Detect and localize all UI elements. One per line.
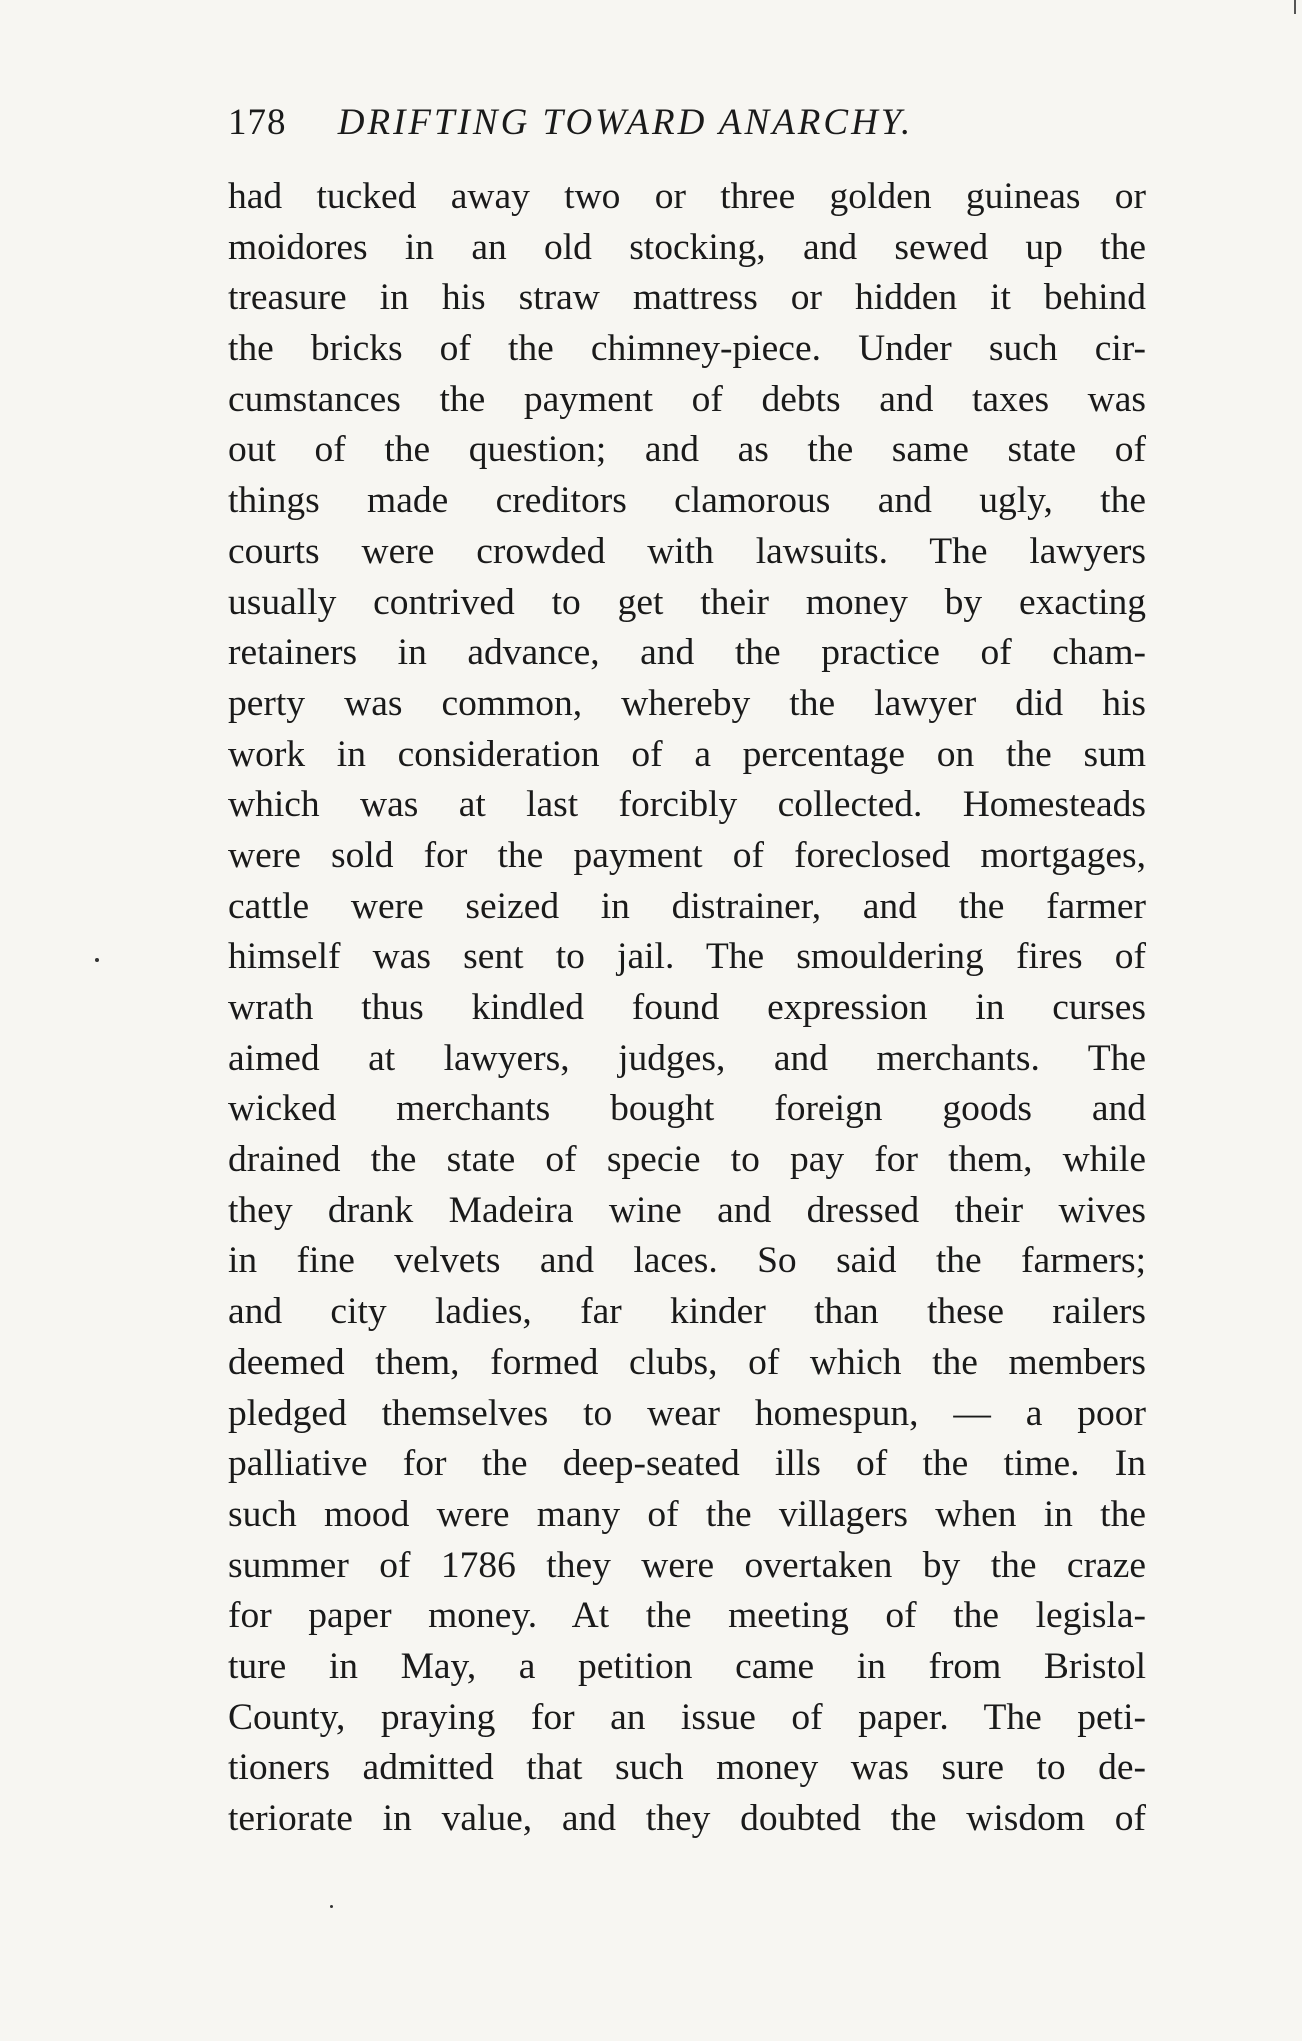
text-line: perty was common, whereby the lawyer did his [228, 682, 1146, 724]
text-line: out of the question; and as the same state of [228, 429, 1146, 471]
text-line: such mood were many of the villagers when in the [228, 1493, 1146, 1535]
text-line: things made creditors clamorous and ugly, the [228, 480, 1146, 522]
text-line: County, praying for an issue of paper. The peti- [228, 1696, 1146, 1738]
text-line: for paper money. At the meeting of the legisla- [228, 1595, 1146, 1637]
text-line: teriorate in value, and they doubted the wisdom of [228, 1798, 1146, 1839]
text-line: the bricks of the chimney-piece. Under such cir- [228, 328, 1146, 370]
text-line: wrath thus kindled found expression in curses [228, 987, 1146, 1028]
body-text [228, 172, 1146, 1845]
ink-speck [330, 1905, 333, 1908]
page-number: 178 [228, 102, 287, 143]
text-line: cumstances the payment of debts and taxes was [228, 378, 1146, 420]
text-line: treasure in his straw mattress or hidden it behind [228, 277, 1146, 319]
text-line: and city ladies, far kinder than these railers [228, 1291, 1146, 1333]
text-line: courts were crowded with lawsuits. The lawyers [228, 530, 1146, 572]
text-line: deemed them, formed clubs, of which the members [228, 1341, 1146, 1383]
text-line: they drank Madeira wine and dressed their wives [228, 1189, 1146, 1231]
text-line: work in consideration of a percentage on the sum [228, 733, 1146, 775]
text-line: retainers in advance, and the practice of cham- [228, 632, 1146, 674]
text-line: ture in May, a petition came in from Bristol [228, 1645, 1146, 1687]
text-line: which was at last forcibly collected. Homesteads [228, 784, 1146, 826]
text-line: usually contrived to get their money by exacting [228, 581, 1146, 623]
text-line: had tucked away two or three golden guineas or [228, 176, 1146, 217]
running-title: DRIFTING TOWARD ANARCHY. [337, 102, 914, 143]
page-header [228, 98, 1148, 148]
text-line: were sold for the payment of foreclosed mortgages, [228, 834, 1146, 876]
text-line: moidores in an old stocking, and sewed up the [228, 226, 1146, 268]
text-line: cattle were seized in distrainer, and the farmer [228, 885, 1146, 927]
text-line: himself was sent to jail. The smouldering fires of [228, 936, 1146, 978]
text-line: wicked merchants bought foreign goods and [228, 1088, 1146, 1130]
text-line: palliative for the deep-seated ills of the time. In [228, 1443, 1146, 1485]
text-line: summer of 1786 they were overtaken by the craze [228, 1544, 1146, 1586]
text-line: drained the state of specie to pay for them, while [228, 1139, 1146, 1181]
text-line: aimed at lawyers, judges, and merchants. The [228, 1037, 1146, 1079]
edge-mark [1294, 0, 1296, 14]
ink-speck [95, 958, 99, 962]
text-line: tioners admitted that such money was sure to de- [228, 1747, 1146, 1789]
text-line: pledged themselves to wear homespun, — a poor [228, 1392, 1146, 1434]
text-line: in fine velvets and laces. So said the farmers; [228, 1240, 1146, 1282]
